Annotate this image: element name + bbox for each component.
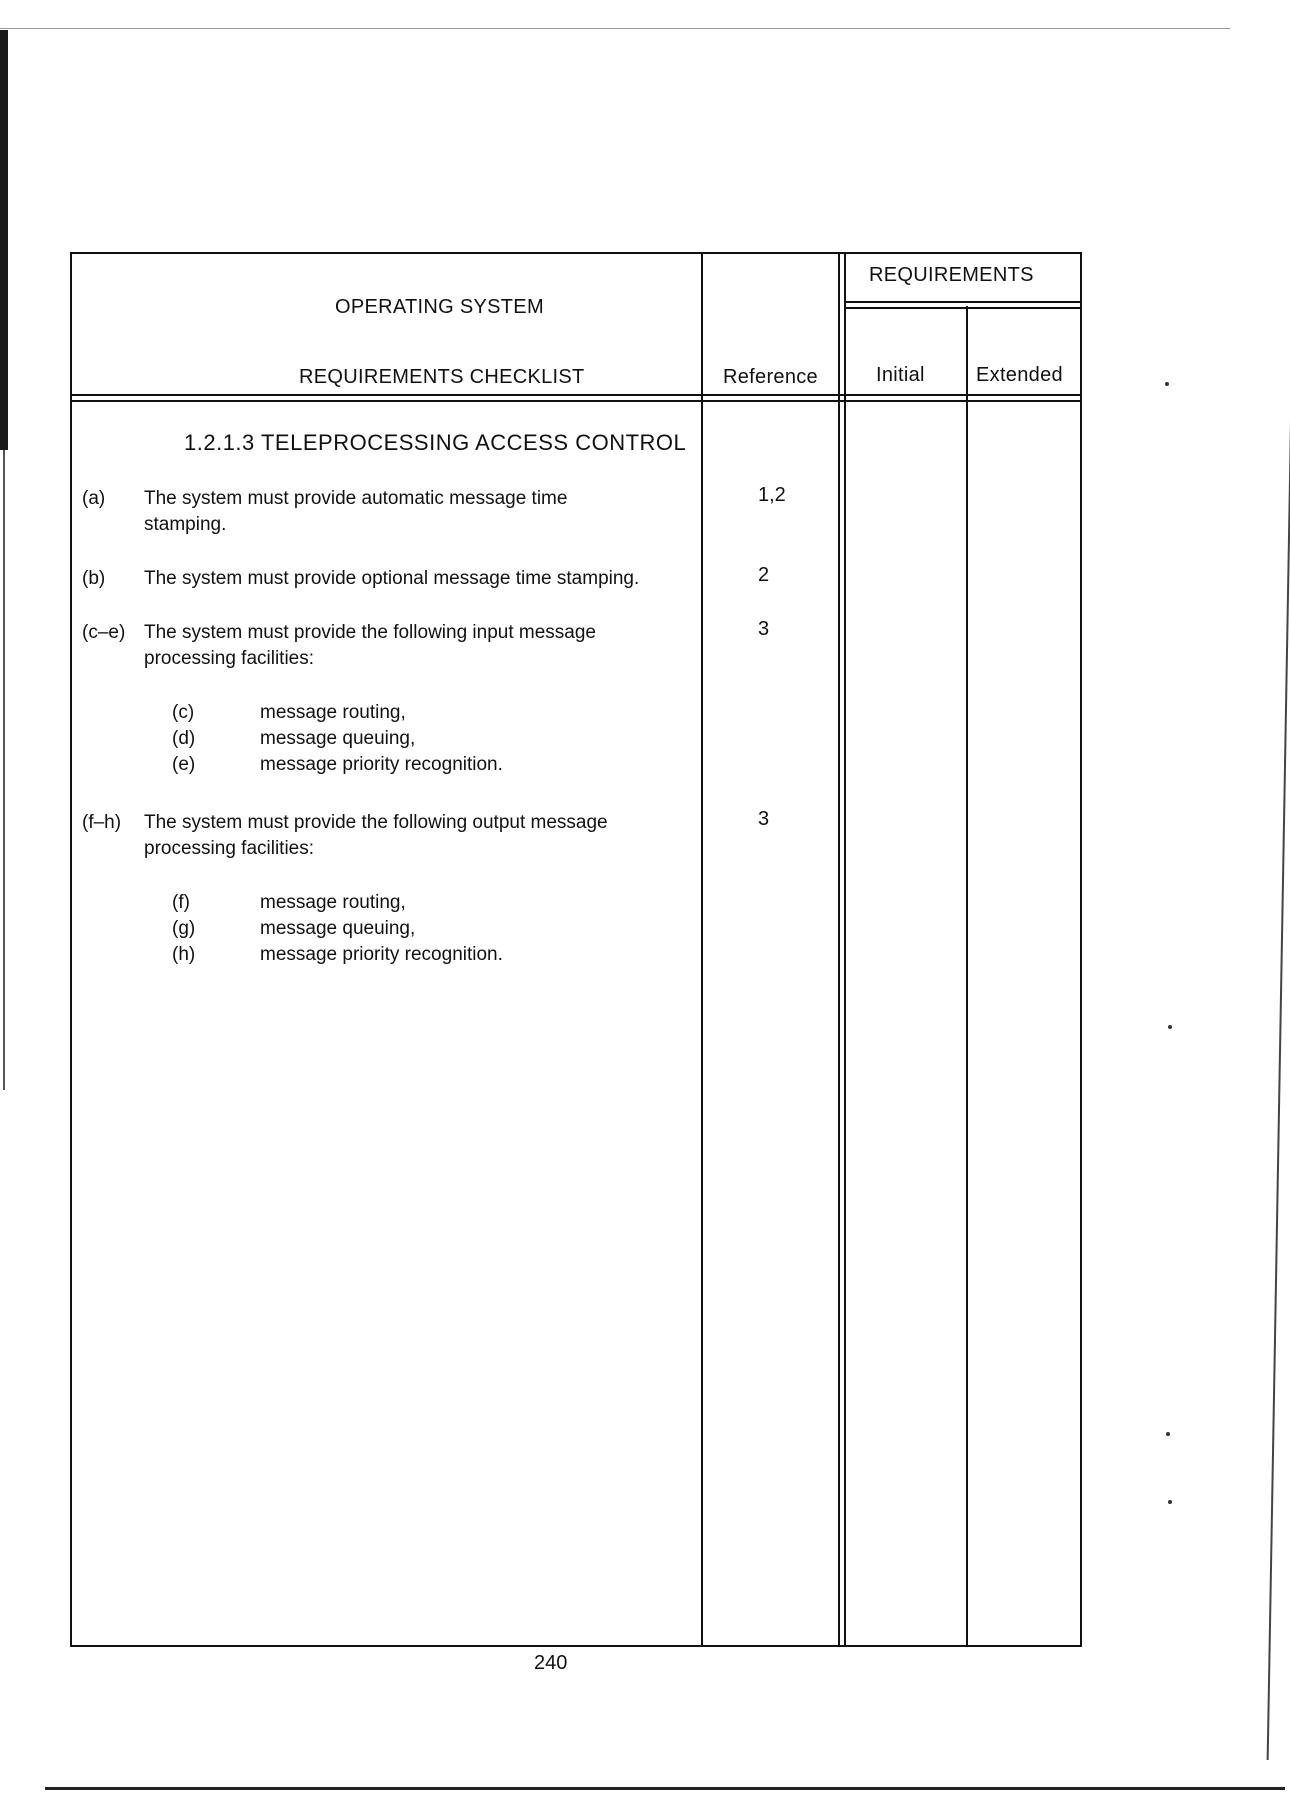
section-title: 1.2.1.3 TELEPROCESSING ACCESS CONTROL: [184, 430, 687, 455]
page-edge-right: [1267, 0, 1290, 1760]
sub-item-text: message priority recognition.: [260, 754, 503, 775]
sub-item-label: (h): [172, 944, 196, 965]
requirements-column-divider: [838, 254, 840, 1645]
page-edge-top: [0, 28, 1230, 29]
requirements-group-header: REQUIREMENTS: [869, 264, 1034, 286]
table-title-line1: OPERATING SYSTEM: [335, 296, 544, 318]
sub-item-label: (c): [172, 702, 195, 723]
header-rule-double: [72, 400, 1080, 402]
item-reference: 3: [758, 808, 770, 830]
reference-column-header: Reference: [723, 366, 818, 388]
item-label: (f–h): [82, 812, 122, 833]
requirements-group-rule: [844, 301, 1080, 303]
page-edge-left: [0, 30, 8, 450]
table-title-line2: REQUIREMENTS CHECKLIST: [299, 366, 585, 388]
extended-column-header: Extended: [976, 364, 1063, 386]
reference-column-divider: [701, 254, 703, 1645]
requirements-column-divider-inner: [844, 254, 846, 1645]
requirements-group-rule-double: [844, 307, 1080, 309]
sub-item-label: (g): [172, 918, 196, 939]
sub-item-text: message priority recognition.: [260, 944, 503, 965]
sub-item-label: (f): [172, 892, 190, 913]
item-label: (a): [82, 488, 106, 509]
initial-column-header: Initial: [876, 364, 925, 386]
item-text: The system must provide optional message time stamping.: [144, 568, 640, 589]
item-reference: 2: [758, 564, 770, 586]
sub-item-label: (e): [172, 754, 196, 775]
item-text: The system must provide the following output message processing facilities:: [144, 812, 608, 859]
scan-artifact: [1166, 1432, 1170, 1436]
scan-artifact: [1165, 382, 1169, 386]
sub-item-text: message routing,: [260, 702, 406, 723]
extended-column-divider: [966, 306, 968, 1645]
item-reference: 1,2: [758, 484, 786, 506]
checklist-table: [70, 252, 1082, 1647]
sub-item-text: message routing,: [260, 892, 406, 913]
item-reference: 3: [758, 618, 770, 640]
page-number: 240: [534, 1652, 568, 1674]
sub-item-text: message queuing,: [260, 728, 416, 749]
sub-item-label: (d): [172, 728, 196, 749]
page-edge-left-shadow: [3, 450, 5, 1090]
scan-artifact: [1168, 1025, 1172, 1029]
item-label: (b): [82, 568, 106, 589]
item-label: (c–e): [82, 622, 126, 643]
header-rule: [72, 394, 1080, 396]
page-edge-bottom: [45, 1787, 1285, 1790]
item-text: The system must provide the following input message processing facilities:: [144, 622, 596, 669]
item-text: The system must provide automatic message time stamping.: [144, 488, 568, 535]
sub-item-text: message queuing,: [260, 918, 416, 939]
scan-artifact: [1168, 1500, 1172, 1504]
